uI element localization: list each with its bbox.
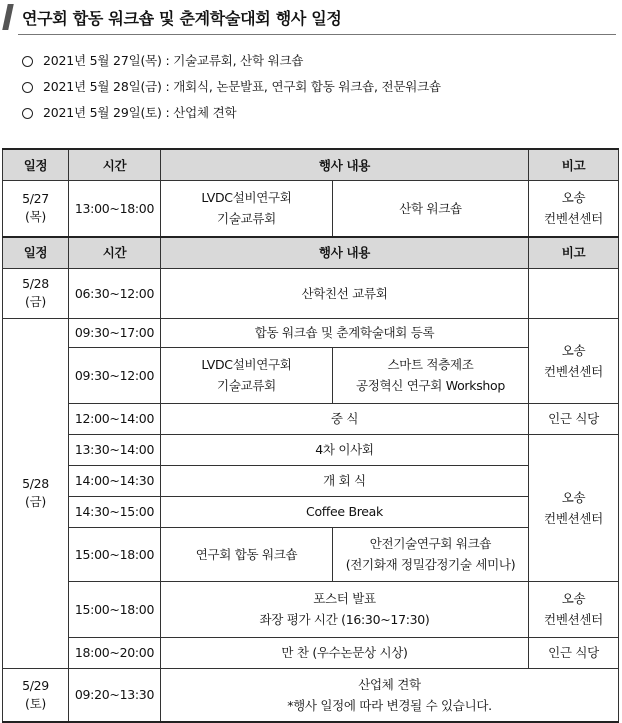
content-cell: 안전기술연구회 워크숍 (전기화재 정밀감정기술 세미나) — [333, 527, 529, 581]
note-cell: 인근 식당 — [529, 403, 619, 434]
schedule-item — [22, 74, 441, 100]
schedule-summary — [22, 48, 441, 126]
time-cell: 12:00~14:00 — [69, 403, 161, 434]
content-cell: 스마트 적층제조 공정혁신 연구회 Workshop — [333, 347, 529, 403]
time-cell: 13:00~18:00 — [69, 181, 161, 237]
content-cell: 산학 워크숍 — [333, 181, 529, 237]
time-cell: 15:00~18:00 — [69, 581, 161, 637]
note-cell: 오송 컨벤션센터 — [529, 318, 619, 403]
schedule-text: 2021년 5월 29일(토) : 산업체 견학 — [43, 105, 237, 120]
date-cell: 5/27 (목) — [3, 181, 69, 237]
content-cell: LVDC설비연구회 기술교류회 — [161, 181, 333, 237]
time-cell: 09:20~13:30 — [69, 668, 161, 722]
date-cell: 5/29 (토) — [3, 668, 69, 722]
content-cell: 4차 이사회 — [161, 434, 529, 465]
content-cell: 합동 워크숍 및 춘계학술대회 등록 — [161, 318, 529, 347]
title-underline — [18, 34, 616, 35]
note-cell: 오송 컨벤션센터 — [529, 581, 619, 637]
header-time: 시간 — [69, 149, 161, 181]
header-content: 행사 내용 — [161, 149, 529, 181]
title-accent-bar — [2, 4, 14, 30]
content-cell: LVDC설비연구회 기술교류회 — [161, 347, 333, 403]
header-note: 비고 — [529, 149, 619, 181]
content-cell: Coffee Break — [161, 496, 529, 527]
schedule-item — [22, 100, 441, 126]
circle-bullet-icon — [22, 108, 33, 119]
circle-bullet-icon — [22, 56, 33, 67]
header-content: 행사 내용 — [161, 237, 529, 269]
time-cell: 18:00~20:00 — [69, 637, 161, 668]
time-cell: 13:30~14:00 — [69, 434, 161, 465]
content-cell: 산학친선 교류회 — [161, 268, 529, 318]
circle-bullet-icon — [22, 82, 33, 93]
content-cell: 산업체 견학 *행사 일정에 따라 변경될 수 있습니다. — [161, 668, 619, 722]
time-cell: 09:30~12:00 — [69, 347, 161, 403]
note-cell — [529, 268, 619, 318]
content-cell: 포스터 발표 좌장 평가 시간 (16:30~17:30) — [161, 581, 529, 637]
event-schedule-table — [2, 148, 619, 723]
note-cell: 오송 컨벤션센터 — [529, 181, 619, 237]
schedule-text: 2021년 5월 27일(목) : 기술교류회, 산학 워크숍 — [43, 53, 304, 68]
note-cell: 인근 식당 — [529, 637, 619, 668]
page-title: 연구회 합동 워크숍 및 춘계학술대회 행사 일정 — [22, 9, 342, 28]
header-time: 시간 — [69, 237, 161, 269]
header-date: 일정 — [3, 149, 69, 181]
header-date: 일정 — [3, 237, 69, 269]
date-cell: 5/28 (금) — [3, 268, 69, 318]
date-cell: 5/28 (금) — [3, 318, 69, 668]
content-cell: 중 식 — [161, 403, 529, 434]
note-cell: 오송 컨벤션센터 — [529, 434, 619, 581]
content-cell: 연구회 합동 워크숍 — [161, 527, 333, 581]
schedule-text: 2021년 5월 28일(금) : 개회식, 논문발표, 연구회 합동 워크숍, 전문워크숍 — [43, 79, 441, 94]
content-cell: 만 찬 (우수논문상 시상) — [161, 637, 529, 668]
header-note: 비고 — [529, 237, 619, 269]
time-cell: 14:30~15:00 — [69, 496, 161, 527]
time-cell: 06:30~12:00 — [69, 268, 161, 318]
time-cell: 14:00~14:30 — [69, 465, 161, 496]
title-block — [0, 0, 622, 38]
content-cell: 개 회 식 — [161, 465, 529, 496]
time-cell: 09:30~17:00 — [69, 318, 161, 347]
time-cell: 15:00~18:00 — [69, 527, 161, 581]
schedule-item — [22, 48, 441, 74]
